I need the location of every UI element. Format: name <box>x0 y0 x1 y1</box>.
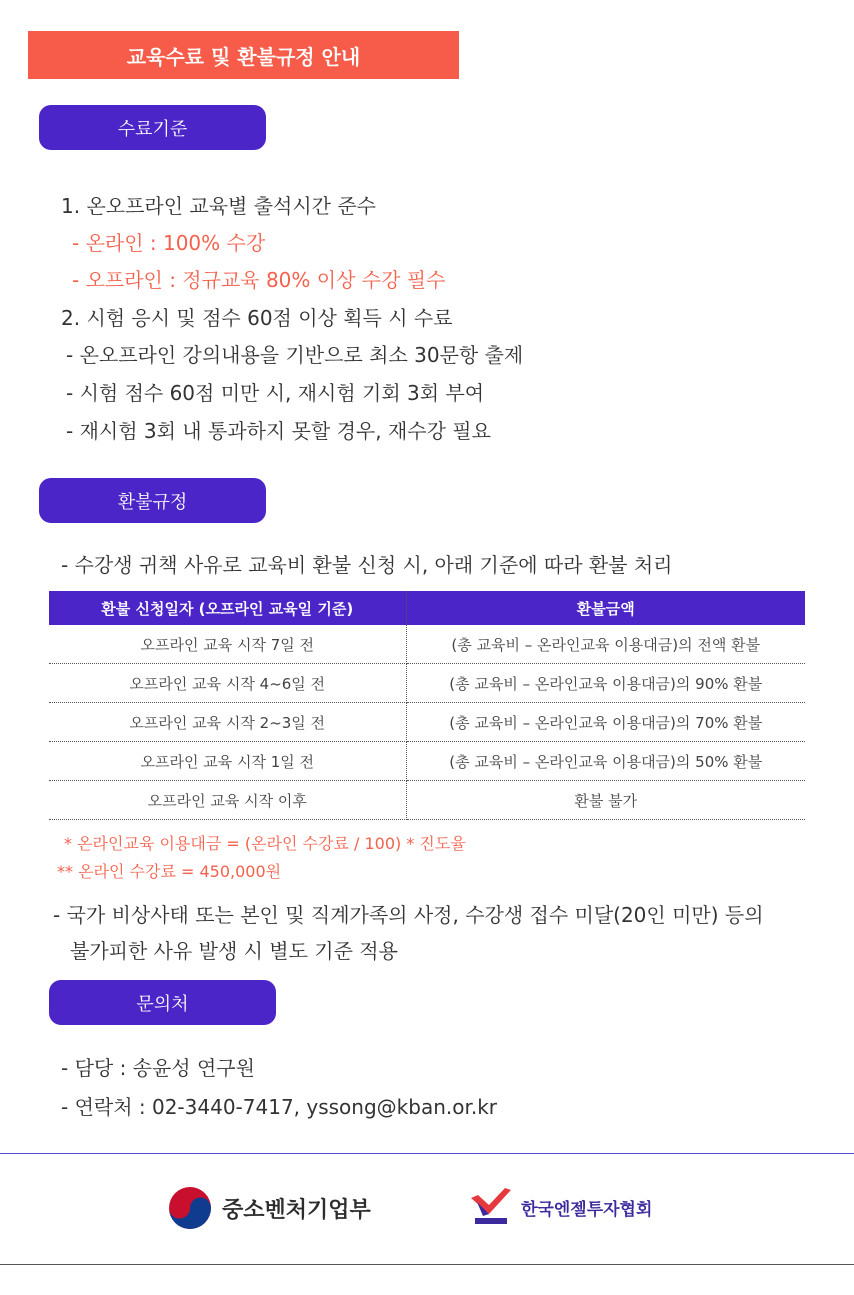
contact-item: - 연락처 : 02-3440-7417, yssong@kban.or.kr <box>61 1095 498 1119</box>
refund-date-cell: 오프라인 교육 시작 7일 전 <box>49 625 406 664</box>
refund-date-cell: 오프라인 교육 시작 1일 전 <box>49 742 406 781</box>
footer-bottom-divider <box>0 1264 854 1265</box>
logo-kban <box>469 1188 652 1226</box>
table-row <box>49 664 805 703</box>
refund-amount-cell: (총 교육비 – 온라인교육 이용대금)의 70% 환불 <box>406 703 805 742</box>
section-contact-label: 문의처 <box>136 993 189 1015</box>
refund-table-header-date: 환불 신청일자 (오프라인 교육일 기준) <box>49 591 406 625</box>
logo-kban-text: 한국엔젤투자협회 <box>521 1199 653 1220</box>
section-completion-label: 수료기준 <box>117 118 188 140</box>
refund-date-cell: 오프라인 교육 시작 2~3일 전 <box>49 703 406 742</box>
completion-item: 1. 온오프라인 교육별 출석시간 준수 <box>61 194 376 218</box>
logo-mss-text: 중소벤처기업부 <box>222 1197 371 1223</box>
page-title-banner <box>28 31 459 79</box>
refund-amount-cell: 환불 불가 <box>406 781 805 820</box>
table-row <box>49 703 805 742</box>
footer-top-divider <box>0 1153 854 1154</box>
completion-item: - 온오프라인 강의내용을 기반으로 최소 30문항 출제 <box>66 343 524 367</box>
refund-date-cell: 오프라인 교육 시작 이후 <box>49 781 406 820</box>
section-refund-header <box>39 478 266 523</box>
completion-item: - 재시험 3회 내 통과하지 못할 경우, 재수강 필요 <box>66 419 491 443</box>
refund-note: * 온라인교육 이용대금 = (온라인 수강료 / 100) * 진도율 <box>64 834 466 853</box>
contact-item: - 담당 : 송윤성 연구원 <box>61 1056 255 1080</box>
exception-line: 불가피한 사유 발생 시 별도 기준 적용 <box>70 939 398 963</box>
taegeuk-icon <box>168 1186 212 1230</box>
refund-intro: - 수강생 귀책 사유로 교육비 환불 신청 시, 아래 기준에 따라 환불 처리 <box>61 553 673 577</box>
section-refund-label: 환불규정 <box>117 491 188 513</box>
completion-item: 2. 시험 응시 및 점수 60점 이상 획득 시 수료 <box>61 306 453 330</box>
table-row <box>49 742 805 781</box>
completion-item: - 온라인 : 100% 수강 <box>72 231 266 255</box>
check-logo-icon <box>469 1188 513 1226</box>
refund-table-header-row <box>49 591 805 625</box>
refund-date-cell: 오프라인 교육 시작 4~6일 전 <box>49 664 406 703</box>
refund-table <box>49 591 805 820</box>
refund-table-header-amount: 환불금액 <box>406 591 805 625</box>
refund-amount-cell: (총 교육비 – 온라인교육 이용대금)의 50% 환불 <box>406 742 805 781</box>
table-row <box>49 625 805 664</box>
page-title: 교육수료 및 환불규정 안내 <box>126 44 361 69</box>
completion-item: - 시험 점수 60점 미만 시, 재시험 기회 3회 부여 <box>66 381 485 405</box>
refund-note: ** 온라인 수강료 = 450,000원 <box>57 862 282 881</box>
section-contact-header <box>49 980 276 1025</box>
exception-line: - 국가 비상사태 또는 본인 및 직계가족의 사정, 수강생 접수 미달(20인 미만) 등의 <box>53 903 764 927</box>
completion-item: - 오프라인 : 정규교육 80% 이상 수강 필수 <box>72 268 446 292</box>
refund-amount-cell: (총 교육비 – 온라인교육 이용대금)의 전액 환불 <box>406 625 805 664</box>
refund-amount-cell: (총 교육비 – 온라인교육 이용대금)의 90% 환불 <box>406 664 805 703</box>
logo-mss <box>168 1186 371 1230</box>
section-completion-header <box>39 105 266 150</box>
table-row <box>49 781 805 820</box>
